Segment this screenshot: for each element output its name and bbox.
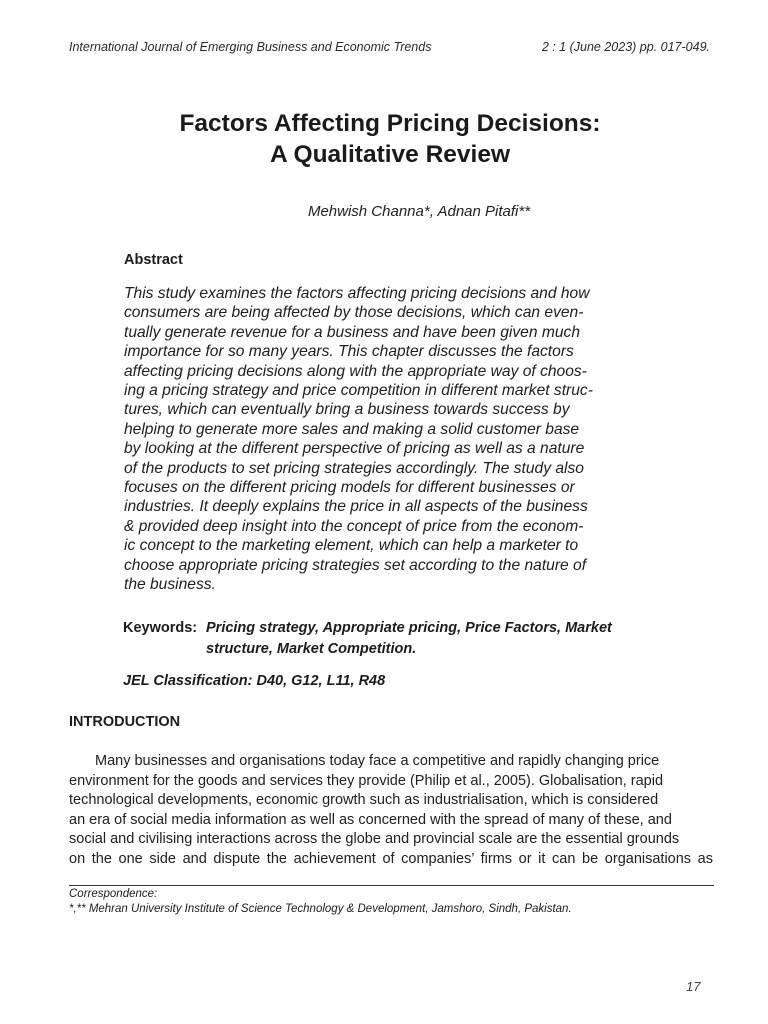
intro-line: on the one side and dispute the achievement of companies’ firms or it can be organisations as — [69, 850, 713, 867]
title-line-1: Factors Affecting Pricing Decisions: — [179, 110, 601, 137]
author-affiliation: *,** Mehran University Institute of Science Technology & Development, Jamshoro, Sindh, Pakistan. — [69, 903, 572, 915]
intro-line: technological developments, economic growth such as industrialisation, which is considered — [69, 792, 659, 809]
keywords — [123, 618, 683, 659]
abstract-line: tually generate revenue for a business and have been given much — [124, 323, 580, 341]
intro-line: social and civilising interactions across the globe and provincial scale are the essential grounds — [69, 831, 680, 848]
abstract-heading: Abstract — [124, 252, 183, 268]
abstract-line: tures, which can eventually bring a business towards success by — [124, 401, 570, 419]
keywords-label: Keywords: — [123, 620, 198, 636]
abstract-line: importance for so many years. This chapter discusses the factors — [124, 343, 574, 361]
title-line-2: A Qualitative Review — [269, 141, 511, 168]
paper-title — [0, 108, 768, 170]
introduction-heading: INTRODUCTION — [69, 714, 181, 730]
intro-line: environment for the goods and services they provide (Philip et al., 2005). Globalisation, rapid — [69, 772, 664, 789]
footnote-divider — [69, 885, 714, 886]
abstract-line: & provided deep insight into the concept of price from the econom- — [124, 517, 584, 535]
abstract-line: consumers are being affected by those decisions, which can even- — [124, 304, 584, 322]
abstract-line: choose appropriate pricing strategies set according to the nature of — [124, 556, 587, 574]
abstract-line: ic concept to the marketing element, which can help a marketer to — [124, 537, 579, 555]
abstract-body — [124, 284, 660, 595]
abstract-line: the business. — [124, 576, 216, 594]
abstract-line: by looking at the different perspective of pricing as well as a nature — [124, 440, 585, 458]
intro-line: Many businesses and organisations today face a competitive and rapidly changing price — [95, 753, 660, 769]
authors: Mehwish Channa*, Adnan Pitafi** — [307, 203, 531, 220]
jel-classification: JEL Classification: D40, G12, L11, R48 — [123, 673, 386, 689]
abstract-line: focuses on the different pricing models for different businesses or — [124, 479, 575, 497]
abstract-line: of the products to set pricing strategies accordingly. The study also — [124, 459, 584, 477]
abstract-line: industries. It deeply explains the price in all aspects of the business — [124, 498, 588, 516]
page-number: 17 — [686, 979, 701, 994]
issue-info: 2 : 1 (June 2023) pp. 017-049. — [541, 40, 710, 54]
introduction-body — [69, 752, 713, 870]
journal-name: International Journal of Emerging Business and Economic Trends — [69, 40, 432, 54]
abstract-line: ing a pricing strategy and price competition in different market struc- — [124, 382, 593, 400]
intro-line: an era of social media information as well as concerned with the spread of many of these, and — [69, 811, 672, 828]
keywords-line-2: structure, Market Competition. — [206, 640, 417, 657]
correspondence-label: Correspondence: — [69, 888, 158, 900]
abstract-line: helping to generate more sales and making a solid customer base — [124, 420, 580, 438]
keywords-line-1: Pricing strategy, Appropriate pricing, Price Factors, Market — [206, 620, 612, 636]
abstract-line: affecting pricing decisions along with the appropriate way of choos- — [124, 362, 587, 380]
abstract-line: This study examines the factors affecting pricing decisions and how — [124, 285, 590, 302]
